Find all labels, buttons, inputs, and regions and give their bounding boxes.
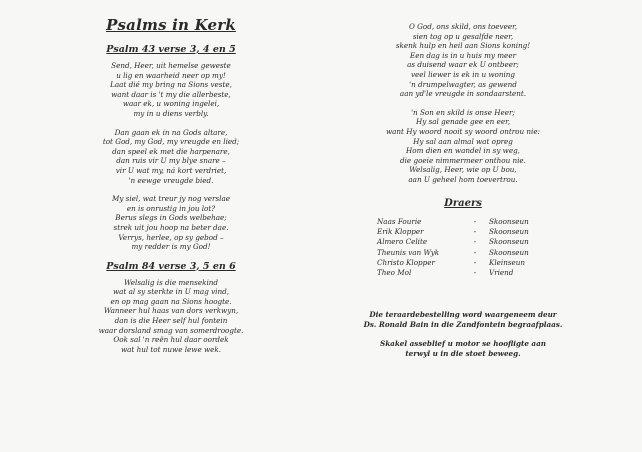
notice-line: Ds. Ronald Bain in die Zandfontein begraafplaas. [363, 319, 563, 329]
stanza-line: Welsalig, Heer, wie op U bou, [409, 165, 517, 175]
psalm-43-heading: Psalm 43 verse 3, 4 en 5 [106, 44, 236, 55]
bearer-separator: - [473, 247, 477, 257]
stanza-line: Verrys, herlee, op sy gebod – [118, 232, 224, 242]
stanza-line: vir U wat my, ná kort verdriet, [115, 165, 227, 175]
psalm-84-stanza-continued-1 [338, 22, 588, 99]
table-row [377, 267, 549, 277]
bearer-name: Theo Mol [377, 268, 412, 278]
page-title: Psalms in Kerk [106, 16, 236, 34]
stanza-line: tot God, my God, my vreugde en lied; [102, 137, 240, 147]
stanza-line: veel liewer is ek in u woning [410, 69, 516, 79]
psalm-84-stanza [58, 278, 284, 355]
stanza-line: Berus slegs in Gods welbehae; [115, 213, 227, 223]
bearer-name: Theunis van Wyk [377, 247, 440, 257]
table-row [377, 247, 549, 257]
psalm-43-stanza-1 [58, 61, 284, 119]
bearer-separator: - [473, 227, 477, 237]
stanza-line: u lig en waarheid neer op my! [116, 70, 226, 80]
stanza-line: 'n drumpelwagter, as gewend [409, 79, 517, 89]
stanza-line: my redder is my God! [131, 242, 211, 252]
stanza-line: Hy sal aan almal wat opreg [413, 136, 513, 146]
bearer-relation: Skoonseun [489, 217, 529, 227]
left-column [58, 16, 284, 363]
stanza-line: Wanneer hul haas van dors verkwyn, [103, 306, 239, 316]
bearer-separator: - [473, 217, 477, 227]
stanza-line: wat hul tot nuwe lewe wek. [120, 344, 222, 354]
headlights-notice [338, 339, 588, 359]
right-column [338, 22, 588, 359]
stanza-line: 'n Son en skild is onse Heer; [411, 107, 515, 117]
bearer-name: Almero Celite [377, 237, 428, 247]
bearer-name: Naas Fourie [377, 217, 422, 227]
stanza-line: dan ruis vir U my blye snare – [116, 156, 226, 166]
psalm-43-stanza-3 [58, 194, 284, 252]
stanza-line: Hy sal genade gee en eer, [415, 117, 511, 127]
stanza-line: sien tog op u gesalfde neer, [412, 31, 514, 41]
stanza-line: aan U geheel hom toevertrou. [408, 174, 518, 184]
bearer-relation: Skoonseun [489, 227, 529, 237]
bearer-relation: Vriend [489, 268, 514, 278]
stanza-line: Dan gaan ek in na Gods altare, [114, 127, 228, 137]
stanza-line: strek uit jou hoop na beter dae. [113, 222, 229, 232]
stanza-line: My siel, wat treur jy nog verslae [111, 194, 231, 204]
bearer-name: Erik Klopper [377, 227, 424, 237]
table-row [377, 237, 549, 247]
bearers-table [377, 217, 549, 278]
stanza-line: en op mag gaan na Sions hoogte. [110, 296, 232, 306]
stanza-line: O God, ons skild, ons toeveer, [408, 22, 518, 31]
stanza-line: waar dorsland smag van somerdroogte. [98, 325, 244, 335]
stanza-line: en is onrustig in jou lot? [126, 203, 216, 213]
bearer-separator: - [473, 257, 477, 267]
bearer-relation: Skoonseun [489, 237, 529, 247]
table-row [377, 227, 549, 237]
table-row [377, 217, 549, 227]
stanza-line: Ook sal 'n reën hul daar oordek [113, 335, 229, 345]
notice-line: Die teraardebestelling word waargeneem deur [369, 309, 557, 319]
stanza-line: wat al sy sterkte in U mag vind, [113, 287, 229, 297]
stanza-line: Laat dié my bring na Sions veste, [110, 80, 232, 90]
bearer-relation: Skoonseun [489, 247, 529, 257]
stanza-line: dan speel ek met die harpenare, [112, 146, 230, 156]
bearer-separator: - [473, 268, 477, 278]
table-row [377, 257, 549, 267]
bearer-separator: - [473, 237, 477, 247]
stanza-line: aan yd'le vreugde in sondaarstent. [399, 89, 527, 99]
bearer-name: Christo Klopper [377, 257, 435, 267]
stanza-line: die goeie nimmermeer onthou nie. [400, 155, 526, 165]
psalm-43-stanza-2 [58, 128, 284, 186]
stanza-line: Welsalig is die mensekind [123, 277, 219, 287]
stanza-line: Een dag is in u huis my meer [409, 50, 517, 60]
stanza-line: skenk hulp en heil aan Sions koning! [395, 41, 531, 51]
burial-notice [338, 310, 588, 330]
stanza-line: want daar is 't my die allerbeste, [111, 89, 231, 99]
stanza-line: Hom dien en wandel in sy weg, [406, 146, 520, 156]
stanza-line: as duisend waar ek U ontbeer; [407, 60, 519, 70]
psalm-84-heading: Psalm 84 verse 3, 5 en 6 [106, 260, 236, 272]
psalm-84-stanza-continued-2 [338, 108, 588, 185]
bearers-heading: Draers [444, 197, 482, 209]
stanza-line: 'n eewge vreugde bied. [128, 175, 214, 185]
stanza-line: Send, Heer, uit hemelse geweste [111, 61, 231, 70]
notice-line: terwyl u in die stoet beweeg. [405, 348, 521, 358]
stanza-line: dan is die Heer self hul fontein [114, 316, 228, 326]
bearer-relation: Kleinseun [489, 257, 526, 267]
notice-line: Skakel asseblief u motor se hoofligte aan [380, 338, 546, 348]
stanza-line: my in u diens verbly. [133, 108, 209, 118]
stanza-line: waar ek, u woning ingelei, [122, 99, 220, 109]
stanza-line: want Hy woord nooit sy woord ontrou nie: [385, 126, 541, 136]
